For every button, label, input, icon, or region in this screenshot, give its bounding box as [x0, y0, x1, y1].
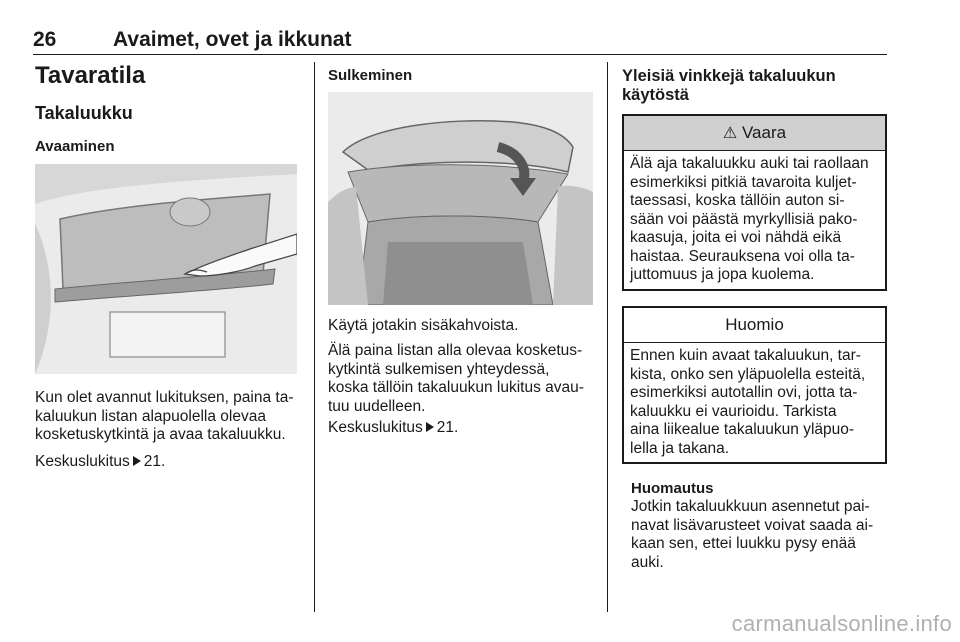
central-locking-reference[interactable] [35, 453, 165, 472]
closing-warning-paragraph [328, 342, 584, 416]
text-line: Jotkin takaluukkuun asennetut pai- [631, 498, 870, 515]
reference-text: Keskuslukitus [328, 419, 423, 436]
central-locking-reference[interactable] [328, 419, 458, 438]
reference-text: Keskuslukitus [35, 453, 130, 470]
page-reference-arrow-icon [133, 456, 141, 466]
column-divider-1 [314, 62, 315, 612]
tips-heading [622, 67, 836, 105]
section-title: Tavaratila [35, 62, 146, 89]
text-line: esimerkiksi pitkiä tavaroita kuljet- [630, 173, 857, 191]
text-line: Älä paina listan alla olevaa kosketus- [328, 342, 583, 359]
subsection-title: Takaluukku [35, 103, 133, 123]
reference-page: 21. [143, 453, 166, 470]
warning-box [622, 114, 887, 291]
warning-header [624, 116, 885, 151]
header-rule [33, 54, 887, 55]
text-line: tuu uudelleen. [328, 397, 426, 415]
text-line: sään voi päästä myrkyllisiä pako- [630, 210, 858, 228]
page-header [33, 28, 887, 54]
caution-header [624, 308, 885, 343]
text-line: kosketuskytkintä ja avaa takaluukku. [35, 426, 286, 443]
text-line: kaluukun listan alapuolella olevaa [35, 407, 266, 425]
column-divider-2 [607, 62, 608, 612]
closing-heading: Sulkeminen [328, 67, 413, 84]
text-line: taessasi, koska tällöin auton si- [630, 192, 845, 209]
text-line: kaluukku ei vaurioidu. Tarkista [630, 402, 837, 420]
text-line: aina liikealue takaluukun yläpuo- [630, 421, 855, 438]
text-line: juttomuus ja jopa kuolema. [630, 266, 815, 283]
text-line: Älä aja takaluukku auki tai raollaan [630, 155, 869, 172]
opening-heading: Avaaminen [35, 138, 115, 155]
reference-page: 21. [436, 419, 459, 436]
text-line: koska tällöin takaluukun lukitus avau- [328, 379, 584, 396]
page-number: 26 [33, 28, 57, 51]
caution-title: Huomio [725, 315, 784, 334]
text-line: kytkintä sulkemisen yhteydessä, [328, 360, 550, 378]
caution-body [624, 343, 885, 462]
watermark: carmanualsonline.info [731, 611, 952, 636]
text-line: Ennen kuin avaat takaluukun, tar- [630, 347, 861, 364]
note-title: Huomautus [631, 480, 714, 497]
text-line: lella ja takana. [630, 439, 730, 457]
text-line: kaan sen, ettei luukku pysy enää [631, 535, 856, 552]
page-reference-arrow-icon [426, 422, 434, 432]
caution-box [622, 306, 887, 464]
warning-body [624, 151, 885, 289]
note-body [631, 498, 873, 572]
text-line: esimerkiksi autotallin ovi, jotta ta- [630, 384, 858, 401]
chapter-title: Avaimet, ovet ja ikkunat [113, 28, 352, 51]
text-line: haistaa. Seurauksena voi olla ta- [630, 247, 855, 265]
text-line: Kun olet avannut lukituksen, paina ta- [35, 389, 294, 406]
opening-paragraph [35, 389, 294, 445]
tailgate-opening-illustration [35, 164, 297, 374]
text-line: navat lisävarusteet voivat saada ai- [631, 516, 874, 534]
heading-line: käytöstä [622, 86, 689, 104]
warning-triangle-icon: ⚠ [722, 125, 738, 142]
text-line: auki. [631, 553, 664, 571]
text-line: kaasuja, joita ei voi nähdä eikä [630, 229, 842, 246]
closing-instruction: Käytä jotakin sisäkahvoista. [328, 317, 519, 334]
text-line: kista, onko sen yläpuolella esteitä, [630, 365, 866, 383]
warning-title: Vaara [741, 123, 787, 142]
heading-line: Yleisiä vinkkejä takaluukun [622, 67, 836, 85]
tailgate-closing-illustration [328, 92, 593, 305]
